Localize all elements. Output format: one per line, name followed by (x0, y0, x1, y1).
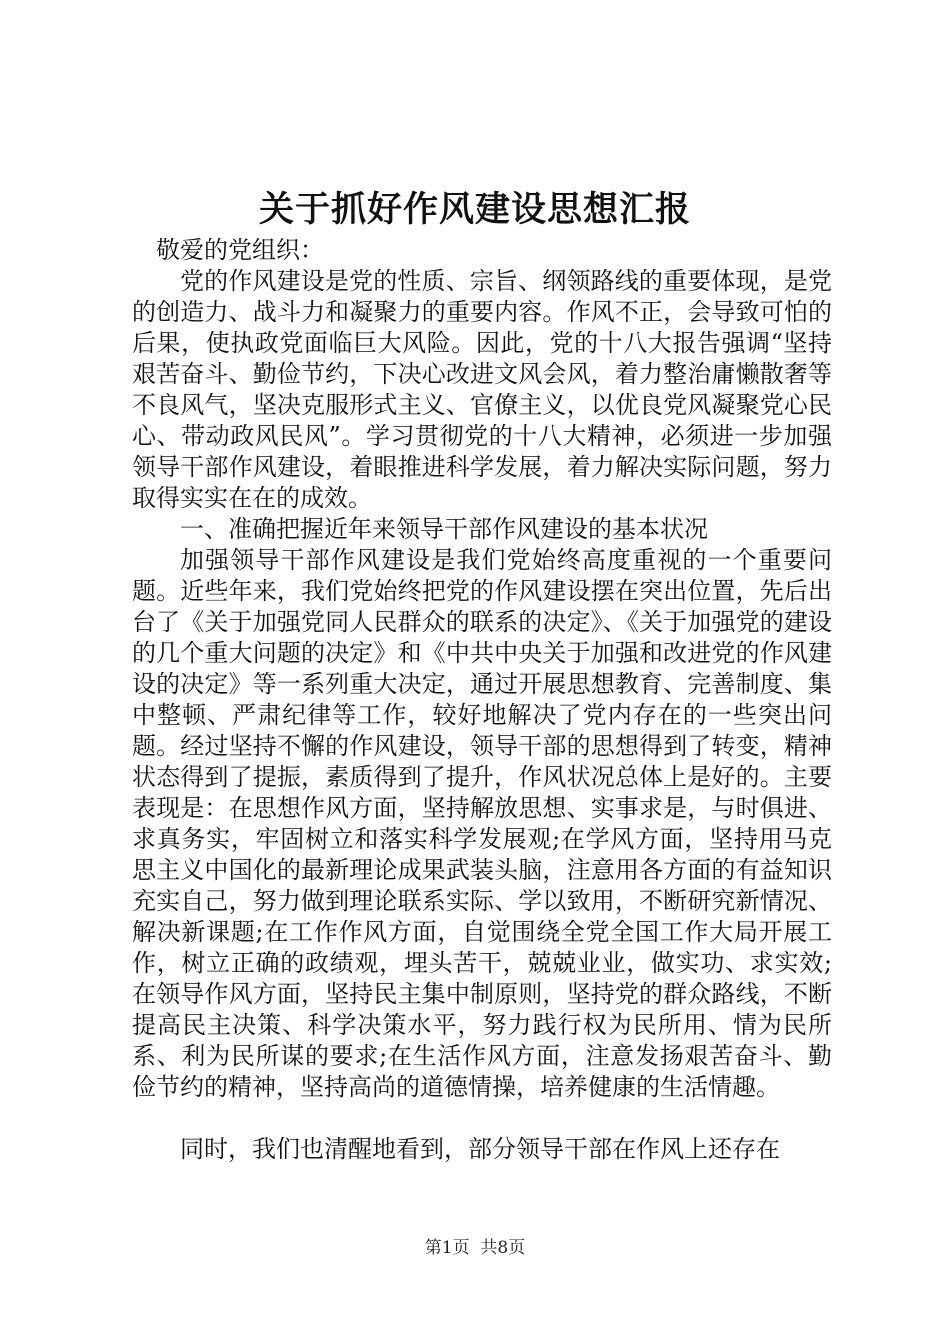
footer-spacer (470, 1238, 481, 1258)
document-body (132, 235, 832, 1165)
paragraph-section-1: 加强领导干部作风建设是我们党始终高度重视的一个重要问题。近些年来，我们党始终把党的作风建设摆在突出位置，先后出台了《关于加强党同人民群众的联系的决定》、《关于加强党的建设的几个重大问题的决定》和《中共中央关于加强和改进党的作风建设的决定》等一系列重大决定，通过开展思想教育、完善制度、集中整顿、严肃纪律等工作，较好地解决了党内存在的一些突出问题。经过坚持不懈的作风建设，领导干部的思想得到了转变，精神状态得到了提振，素质得到了提升，作风状况总体上是好的。主要表现是：在思想作风方面，坚持解放思想、实事求是，与时俱进、求真务实，牢固树立和落实科学发展观;在学风方面，坚持用马克思主义中国化的最新理论成果武装头脑，注意用各方面的有益知识充实自己，努力做到理论联系实际、学以致用，不断研究新情况、解决新课题;在工作作风方面，自觉围绕全党全国工作大局开展工作，树立正确的政绩观，埋头苦干，兢兢业业，做实功、求实效;在领导作风方面，坚持民主集中制原则，坚持党的群众路线，不断提高民主决策、科学决策水平，努力践行权为民所用、情为民所系、利为民所谋的要求;在生活作风方面，注意发扬艰苦奋斗、勤俭节约的精神，坚持高尚的道德情操，培养健康的生活情趣。 (132, 546, 832, 1101)
page-total: 共8页 (480, 1238, 526, 1258)
salutation: 敬爱的党组织： (156, 236, 324, 264)
paragraph-continuation: 同时，我们也清醒地看到，部分领导干部在作风上还存在 (180, 1135, 780, 1163)
paragraph-intro: 党的作风建设是党的性质、宗旨、纲领路线的重要体现，是党的创造力、战斗力和凝聚力的重要内容。作风不正，会导致可怕的后果，使执政党面临巨大风险。因此，党的十八大报告强调“坚持艰苦奋斗、勤俭节约，下决心改进文风会风，着力整治庸懒散奢等不良风气，坚决克服形式主义、官僚主义，以优良党风凝聚党心民心、带动政风民风”。学习贯彻党的十八大精神，必须进一步加强领导干部作风建设，着眼推进科学发展，着力解决实际问题，努力取得实实在在的成效。 (132, 267, 832, 512)
page-number: 第1页 (424, 1238, 470, 1258)
page-footer (0, 1236, 950, 1260)
section-heading-1: 一、准确把握近年来领导干部作风建设的基本状况 (180, 515, 708, 543)
document-title: 关于抓好作风建设思想汇报 (258, 189, 691, 230)
